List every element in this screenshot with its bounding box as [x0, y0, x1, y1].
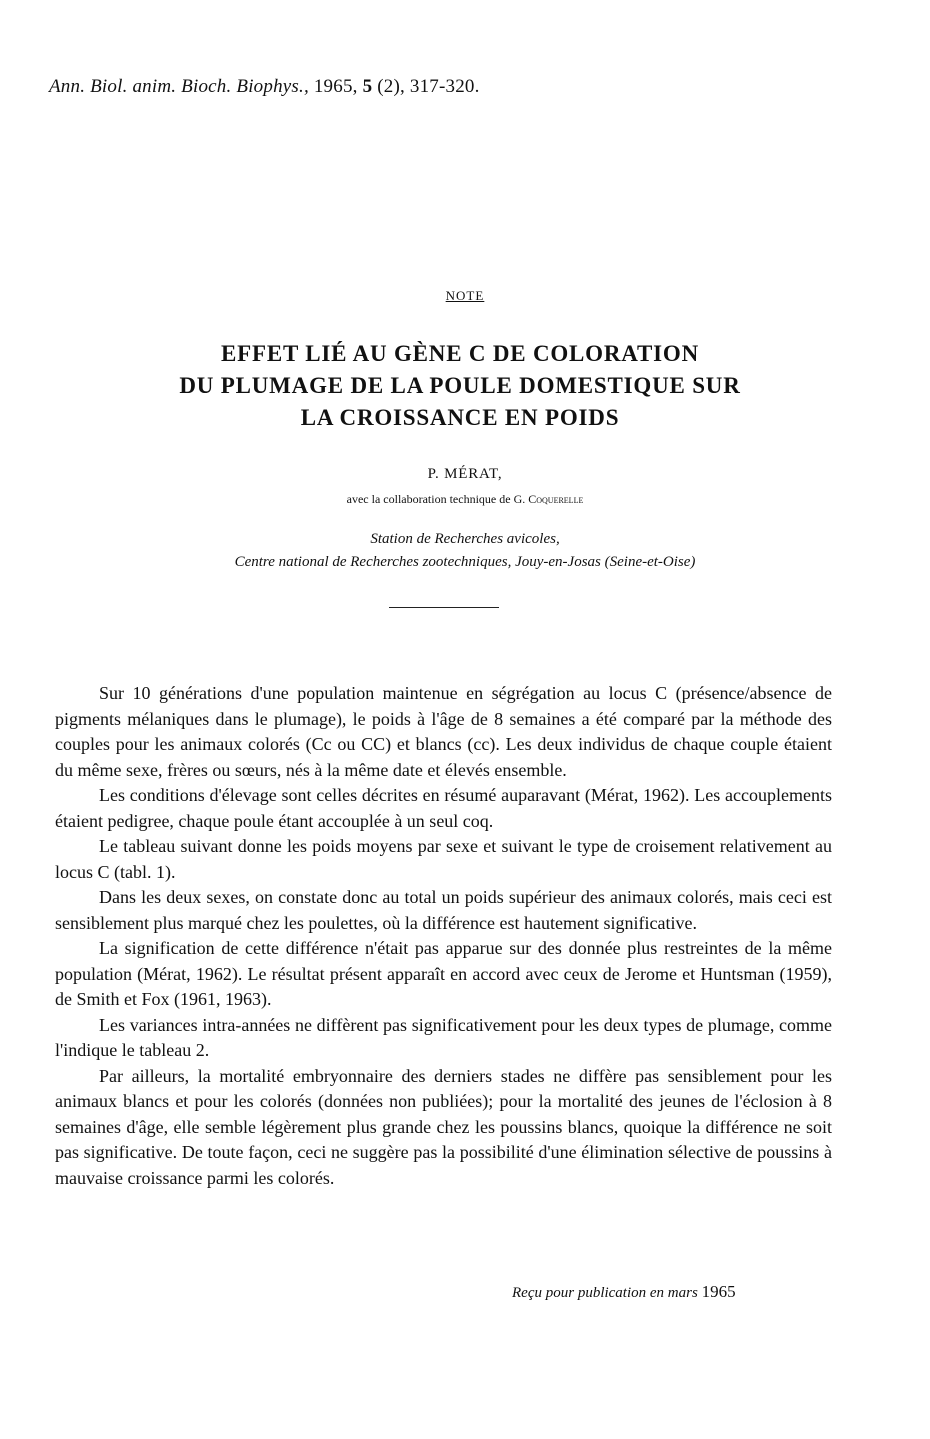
author-name: P. MÉRAT,: [427, 466, 503, 482]
affiliation: [0, 528, 930, 574]
paragraph-6: Les variances intra-années ne diffèrent pas significativement pour les deux types de plumage, comme l'indique le tableau 2.: [55, 1014, 832, 1060]
title-line-2: DU PLUMAGE DE LA POULE DOMESTIQUE SUR: [179, 373, 741, 398]
journal-citation: [49, 76, 480, 98]
article-body: [55, 681, 832, 1191]
journal-name: Ann. Biol. anim. Bioch. Biophys.,: [49, 76, 309, 97]
affiliation-line-2: Centre national de Recherches zootechniques, Jouy-en-Josas (Seine-et-Oise): [234, 554, 696, 570]
paragraph-5: La signification de cette différence n'était pas apparue sur des donnée plus restreintes de la même population (Mérat, 1962). Le résultat présent apparaît en accord avec ceux de Jerome et Huntsman (1959), de Smith et Fox (1961, 1963).: [55, 938, 832, 1009]
title-line-1: EFFET LIÉ AU GÈNE C DE COLORATION: [221, 341, 699, 366]
article-title: [60, 338, 860, 434]
paragraph-4: Dans les deux sexes, on constate donc au total un poids supérieur des animaux colorés, mais ceci est sensiblement plus marqué chez les poulettes, où la différence est hautement significative.: [55, 887, 832, 933]
received-date: [512, 1282, 736, 1302]
collaborator-name: Coquerelle: [528, 492, 584, 506]
separator-rule: [389, 607, 499, 608]
journal-volume: 5: [362, 76, 373, 97]
paragraph-1: Sur 10 générations d'une population maintenue en ségrégation au locus C (présence/absence de pigments mélaniques dans le plumage), le poids à l'âge de 8 semaines a été comparé par la méthode des couples pour les animaux colorés (Cc ou CC) et blancs (cc). Les deux individus de chaque couple étaient du même sexe, frères ou sœurs, nés à la même date et élevés ensemble.: [55, 683, 832, 780]
paragraph-7: Par ailleurs, la mortalité embryonnaire des derniers stades ne diffère pas sensiblement pour les animaux blancs et pour les colorés (données non publiées); pour la mortalité des jeunes de l'éclosion à 8 semaines d'âge, elle semble légèrement plus grande chez les poussins blancs, quoique la différence ne soit pas significative. De toute façon, ceci ne suggère pas la possibilité d'une élimination sélective de poussins à mauvaise croissance parmi les colorés.: [55, 1065, 832, 1188]
journal-issue-pages: (2), 317-320.: [377, 76, 480, 97]
collaboration-line: [0, 492, 930, 507]
affiliation-line-1: Station de Recherches avicoles,: [370, 531, 560, 547]
journal-year: 1965,: [313, 76, 358, 97]
paragraph-2: Les conditions d'élevage sont celles décrites en résumé auparavant (Mérat, 1962). Les accouplements étaient pedigree, chaque poule étant accouplée à un seul coq.: [55, 785, 832, 831]
paragraph-3: Le tableau suivant donne les poids moyens par sexe et suivant le type de croisement relativement au locus C (tabl. 1).: [55, 836, 832, 882]
note-label: NOTE: [445, 288, 485, 303]
received-text: Reçu pour publication en mars: [512, 1285, 698, 1301]
received-year: 1965: [701, 1282, 736, 1301]
title-line-3: LA CROISSANCE EN POIDS: [300, 405, 620, 430]
collaboration-prefix: avec la collaboration technique de G.: [346, 492, 526, 506]
